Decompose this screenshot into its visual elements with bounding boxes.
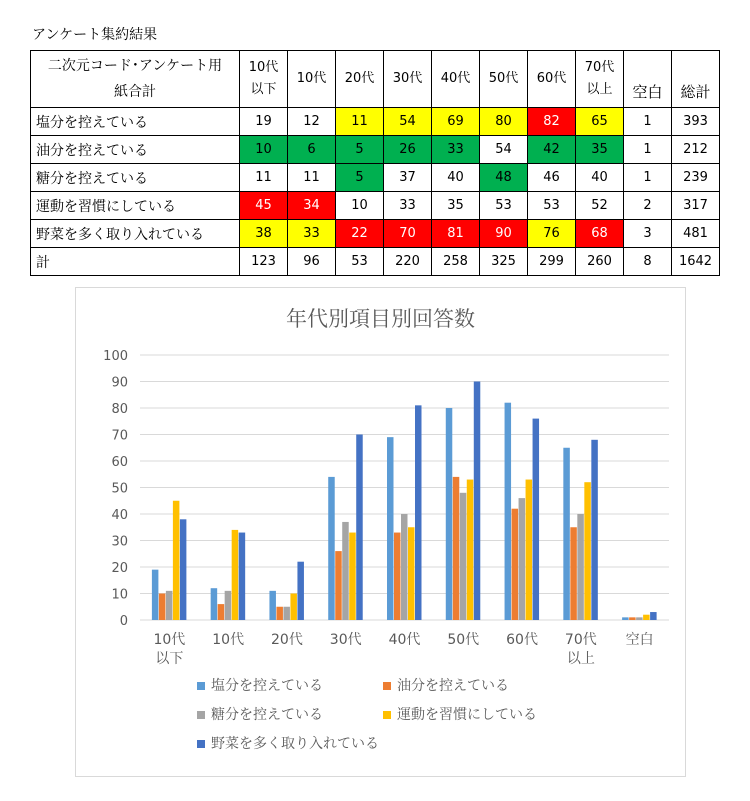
column-header-line1: 10代: [296, 71, 327, 86]
table-column-header: [528, 51, 576, 108]
table-column-header: [384, 51, 432, 108]
table-cell: 5: [336, 136, 384, 164]
legend-swatch: [197, 711, 205, 719]
row-label: 糖分を控えている: [31, 164, 240, 192]
table-row: [31, 220, 720, 248]
bar: [512, 509, 519, 620]
y-tick-label: 60: [111, 455, 128, 470]
table-cell: 34: [288, 192, 336, 220]
table-cell: 53: [336, 248, 384, 276]
bar: [269, 591, 276, 620]
column-header-line1: 20代: [344, 71, 375, 86]
y-tick-label: 40: [111, 508, 128, 523]
column-header-line2: 以下: [250, 82, 277, 97]
x-tick-label: 50代: [447, 632, 480, 648]
bar: [276, 607, 283, 620]
table-column-header: [576, 51, 624, 108]
bar: [533, 419, 540, 620]
bar: [211, 588, 218, 620]
table-cell: 35: [576, 136, 624, 164]
bar: [342, 522, 349, 620]
bar: [591, 440, 598, 620]
bar: [643, 615, 650, 620]
y-tick-label: 70: [111, 428, 128, 444]
table-column-header: [240, 51, 288, 108]
bar: [629, 617, 636, 620]
bar: [290, 594, 297, 621]
table-row: [31, 108, 720, 136]
table-cell: 53: [480, 192, 528, 220]
table-cell: 76: [528, 220, 576, 248]
bar-chart: [76, 288, 685, 776]
column-header-line1: 40代: [440, 71, 471, 86]
table-cell: 90: [480, 220, 528, 248]
bar: [180, 519, 187, 620]
table-cell: 53: [528, 192, 576, 220]
legend-swatch: [383, 711, 391, 719]
table-cell: 54: [384, 108, 432, 136]
bar: [519, 498, 526, 620]
column-header-line1: 10代: [248, 60, 279, 75]
bar: [232, 530, 239, 620]
table-cell: 38: [240, 220, 288, 248]
bar: [584, 482, 591, 620]
bar: [650, 612, 657, 620]
legend-swatch: [197, 740, 205, 748]
bar: [387, 437, 394, 620]
y-tick-label: 0: [119, 614, 128, 629]
bar: [173, 501, 180, 620]
table-cell: 81: [432, 220, 480, 248]
table-cell: 299: [528, 248, 576, 276]
table-cell: 19: [240, 108, 288, 136]
table-cell: 42: [528, 136, 576, 164]
legend-label: 糖分を控えている: [211, 707, 323, 723]
table-column-header: [672, 51, 720, 108]
table-cell: 1642: [672, 248, 720, 276]
bar: [415, 405, 422, 620]
table-column-header: [432, 51, 480, 108]
bar: [401, 514, 408, 620]
column-header-line1: 70代: [584, 60, 615, 75]
bar: [335, 551, 342, 620]
chart-title: 年代別項目別回答数: [286, 307, 475, 331]
table-cell: 3: [624, 220, 672, 248]
table-column-header: [288, 51, 336, 108]
bar: [453, 477, 460, 620]
bar: [152, 570, 159, 620]
table-cell: 37: [384, 164, 432, 192]
table-cell: 33: [432, 136, 480, 164]
bar: [239, 533, 246, 620]
bar: [297, 562, 304, 620]
table-row: [31, 192, 720, 220]
table-cell: 123: [240, 248, 288, 276]
column-header-line1: 30代: [392, 71, 423, 86]
y-tick-label: 90: [111, 375, 128, 391]
bar: [446, 408, 453, 620]
table-cell: 11: [240, 164, 288, 192]
bar: [636, 617, 643, 620]
x-tick-label: 以下: [155, 651, 184, 667]
bar: [283, 607, 290, 620]
table-cell: 40: [432, 164, 480, 192]
legend-label: 油分を控えている: [397, 678, 509, 694]
table-header-row: [31, 51, 720, 108]
bar: [408, 527, 415, 620]
table-cell: 239: [672, 164, 720, 192]
column-header-line1: 60代: [536, 71, 567, 86]
table-cell: 82: [528, 108, 576, 136]
table-cell: 8: [624, 248, 672, 276]
table-cell: 1: [624, 164, 672, 192]
table-cell: 393: [672, 108, 720, 136]
table-cell: 22: [336, 220, 384, 248]
column-header-line1: 空白: [632, 83, 663, 101]
legend-label: 運動を習慣にしている: [397, 707, 537, 723]
bar: [622, 617, 629, 620]
chart-frame: [75, 287, 686, 777]
x-tick-label: 40代: [388, 632, 421, 648]
table-cell: 11: [288, 164, 336, 192]
y-tick-label: 30: [111, 534, 128, 550]
table-cell: 33: [288, 220, 336, 248]
legend-swatch: [197, 682, 205, 690]
table-cell: 258: [432, 248, 480, 276]
table-cell: 70: [384, 220, 432, 248]
page-title: アンケート集約結果: [32, 27, 158, 43]
table-cell: 33: [384, 192, 432, 220]
row-label: 計: [31, 248, 240, 276]
bar: [570, 527, 577, 620]
table-cell: 11: [336, 108, 384, 136]
row-label: 塩分を控えている: [31, 108, 240, 136]
bar: [467, 480, 474, 620]
table-column-header: [336, 51, 384, 108]
table-row: [31, 164, 720, 192]
table-column-header: [480, 51, 528, 108]
table-header-label-line1: 二次元コード･アンケート用: [47, 58, 223, 74]
bar: [474, 382, 481, 621]
bar: [526, 480, 533, 620]
table-cell: 26: [384, 136, 432, 164]
bar: [166, 591, 173, 620]
table-cell: 96: [288, 248, 336, 276]
bar: [460, 493, 467, 620]
y-tick-label: 100: [103, 349, 128, 364]
table-cell: 1: [624, 136, 672, 164]
table-cell: 10: [240, 136, 288, 164]
column-header-line1: 50代: [488, 71, 519, 86]
bar: [159, 594, 166, 621]
column-header-line1: 総計: [680, 83, 711, 101]
bar: [394, 533, 401, 620]
table-cell: 65: [576, 108, 624, 136]
row-label: 運動を習慣にしている: [31, 192, 240, 220]
table-cell: 260: [576, 248, 624, 276]
x-tick-label: 以上: [566, 651, 595, 667]
table-cell: 481: [672, 220, 720, 248]
table-cell: 6: [288, 136, 336, 164]
y-tick-label: 10: [111, 587, 128, 603]
table-column-header: [624, 51, 672, 108]
legend-label: 野菜を多く取り入れている: [211, 736, 379, 752]
row-label: 油分を控えている: [31, 136, 240, 164]
bar: [349, 533, 356, 620]
table-cell: 220: [384, 248, 432, 276]
table-cell: 317: [672, 192, 720, 220]
column-header-line2: 以上: [586, 82, 613, 97]
bar: [563, 448, 570, 620]
y-tick-label: 20: [111, 561, 128, 576]
table-cell: 212: [672, 136, 720, 164]
bar: [225, 591, 232, 620]
table-cell: 46: [528, 164, 576, 192]
table-cell: 325: [480, 248, 528, 276]
table-cell: 10: [336, 192, 384, 220]
table-cell: 45: [240, 192, 288, 220]
table-cell: 69: [432, 108, 480, 136]
table-cell: 80: [480, 108, 528, 136]
table-header-label-line2: 紙合計: [114, 84, 156, 100]
bar: [218, 604, 225, 620]
x-tick-label: 空白: [625, 632, 654, 648]
bar: [505, 403, 512, 620]
bar: [328, 477, 335, 620]
table-cell: 48: [480, 164, 528, 192]
table-cell: 12: [288, 108, 336, 136]
table-cell: 5: [336, 164, 384, 192]
table-header-label: [31, 51, 240, 108]
table-cell: 35: [432, 192, 480, 220]
table-cell: 1: [624, 108, 672, 136]
x-tick-label: 20代: [271, 632, 303, 648]
table-row: [31, 248, 720, 276]
x-tick-label: 70代: [564, 632, 597, 648]
bar: [577, 514, 584, 620]
summary-table: [30, 50, 720, 276]
x-tick-label: 30代: [329, 632, 362, 648]
legend-label: 塩分を控えている: [211, 678, 323, 694]
x-tick-label: 10代: [153, 632, 186, 648]
legend-swatch: [383, 682, 391, 690]
table-cell: 40: [576, 164, 624, 192]
y-tick-label: 80: [111, 402, 128, 417]
row-label: 野菜を多く取り入れている: [31, 220, 240, 248]
x-tick-label: 60代: [506, 632, 538, 648]
x-tick-label: 10代: [212, 632, 245, 648]
table-cell: 52: [576, 192, 624, 220]
table-cell: 54: [480, 136, 528, 164]
table-cell: 68: [576, 220, 624, 248]
table-cell: 2: [624, 192, 672, 220]
bar: [356, 435, 363, 621]
table-row: [31, 136, 720, 164]
y-tick-label: 50: [111, 481, 128, 497]
